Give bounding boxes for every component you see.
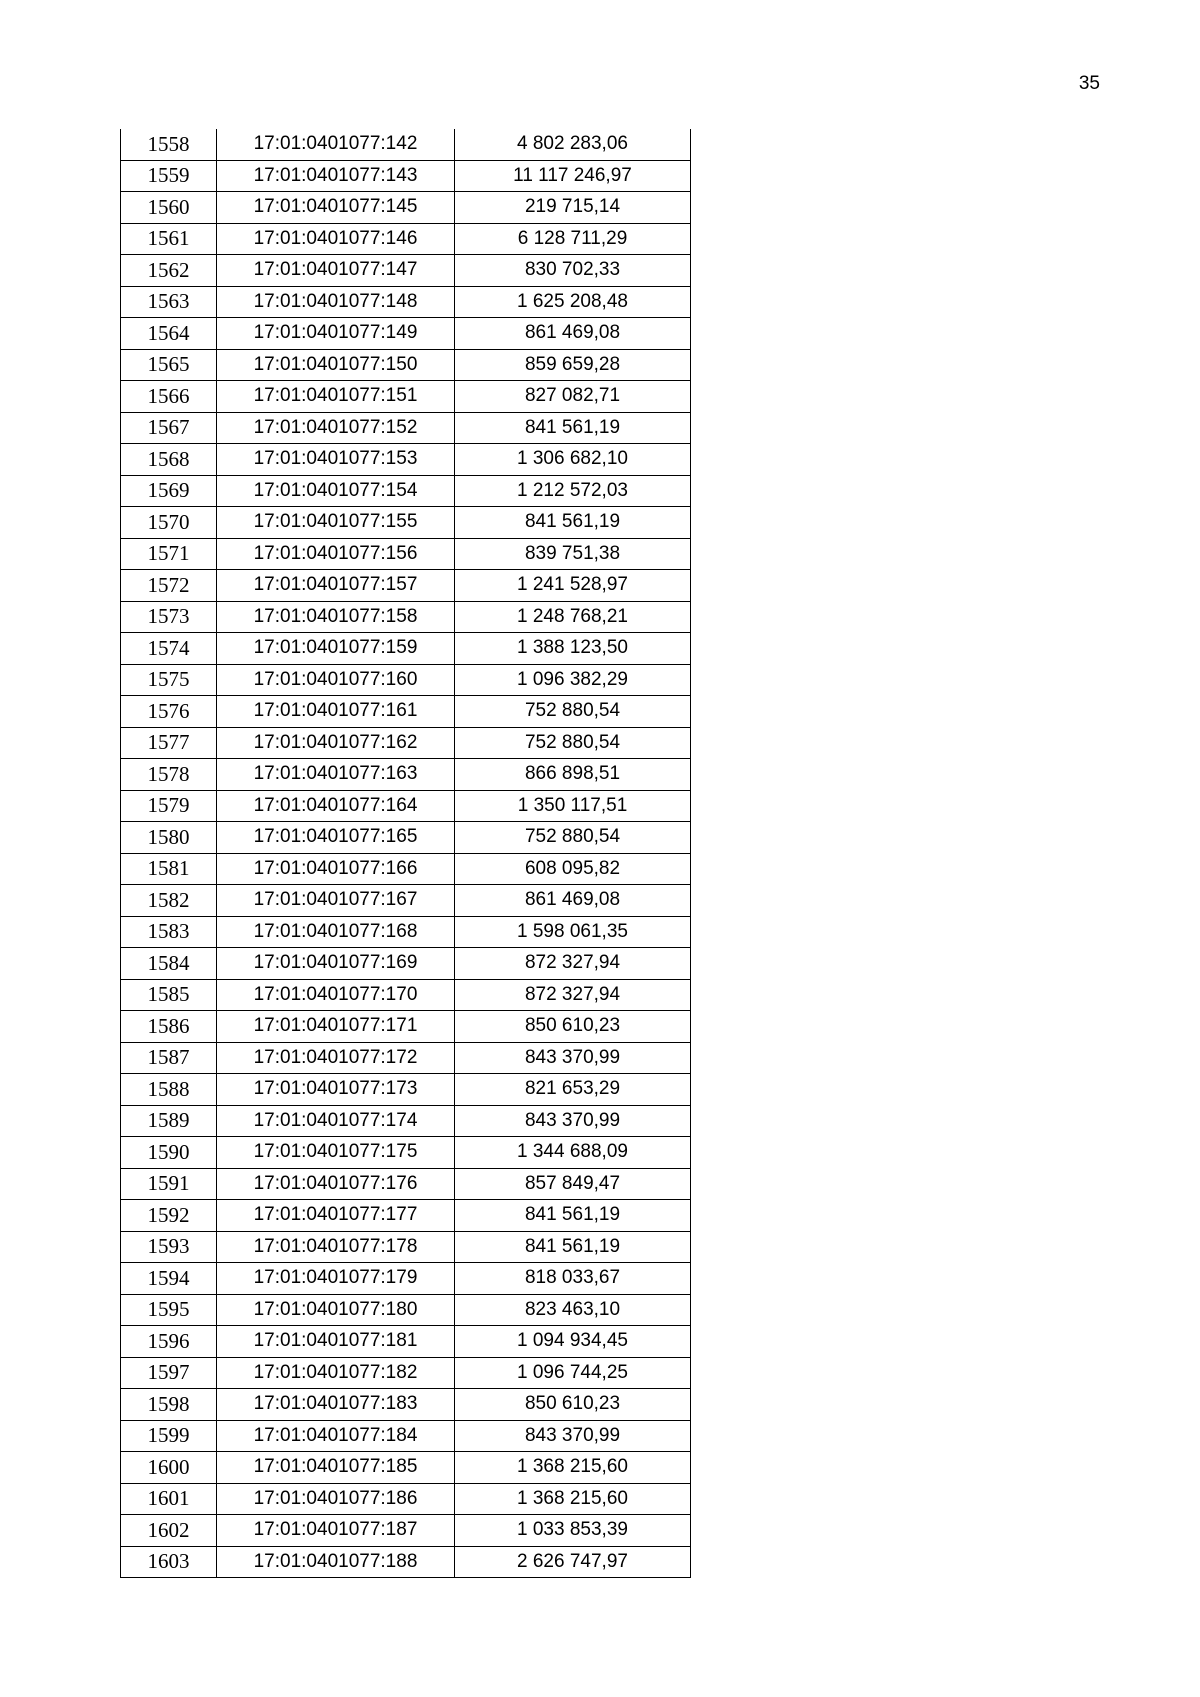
table-row [121,1294,691,1326]
table-row [121,1011,691,1043]
cadastral-number-cell: 17:01:0401077:145 [217,192,455,224]
row-number-cell: 1589 [121,1105,217,1137]
cadastral-value-cell: 1 033 853,39 [455,1515,691,1547]
cadastral-number-cell: 17:01:0401077:167 [217,885,455,917]
row-number-cell: 1566 [121,381,217,413]
row-number-cell: 1603 [121,1546,217,1578]
cadastral-value-cell: 841 561,19 [455,412,691,444]
cadastral-value-cell: 841 561,19 [455,1231,691,1263]
table-row [121,1515,691,1547]
cadastral-value-cell: 843 370,99 [455,1042,691,1074]
cadastral-number-cell: 17:01:0401077:180 [217,1294,455,1326]
cadastral-number-cell: 17:01:0401077:142 [217,129,455,160]
cadastral-value-cell: 827 082,71 [455,381,691,413]
row-number-cell: 1595 [121,1294,217,1326]
table-row [121,822,691,854]
table-row [121,1326,691,1358]
cadastral-number-cell: 17:01:0401077:177 [217,1200,455,1232]
cadastral-value-cell: 1 096 744,25 [455,1357,691,1389]
cadastral-value-cell: 857 849,47 [455,1168,691,1200]
cadastral-value-cell: 6 128 711,29 [455,223,691,255]
table-row [121,1263,691,1295]
table-row [121,790,691,822]
cadastral-number-cell: 17:01:0401077:185 [217,1452,455,1484]
cadastral-number-cell: 17:01:0401077:143 [217,160,455,192]
cadastral-number-cell: 17:01:0401077:188 [217,1546,455,1578]
cadastral-number-cell: 17:01:0401077:146 [217,223,455,255]
row-number-cell: 1582 [121,885,217,917]
table-row [121,286,691,318]
row-number-cell: 1584 [121,948,217,980]
cadastral-value-cell: 850 610,23 [455,1011,691,1043]
row-number-cell: 1587 [121,1042,217,1074]
cadastral-value-cell: 1 248 768,21 [455,601,691,633]
cadastral-value-cell: 830 702,33 [455,255,691,287]
row-number-cell: 1591 [121,1168,217,1200]
table-row [121,538,691,570]
cadastral-number-cell: 17:01:0401077:159 [217,633,455,665]
cadastral-value-cell: 823 463,10 [455,1294,691,1326]
cadastral-number-cell: 17:01:0401077:160 [217,664,455,696]
row-number-cell: 1559 [121,160,217,192]
row-number-cell: 1560 [121,192,217,224]
row-number-cell: 1567 [121,412,217,444]
row-number-cell: 1598 [121,1389,217,1421]
table-row [121,885,691,917]
cadastral-number-cell: 17:01:0401077:148 [217,286,455,318]
cadastral-number-cell: 17:01:0401077:171 [217,1011,455,1043]
row-number-cell: 1570 [121,507,217,539]
row-number-cell: 1563 [121,286,217,318]
table-row [121,1042,691,1074]
cadastral-number-cell: 17:01:0401077:164 [217,790,455,822]
row-number-cell: 1600 [121,1452,217,1484]
cadastral-value-cell: 608 095,82 [455,853,691,885]
row-number-cell: 1573 [121,601,217,633]
cadastral-number-cell: 17:01:0401077:174 [217,1105,455,1137]
row-number-cell: 1594 [121,1263,217,1295]
cadastral-value-cell: 1 241 528,97 [455,570,691,602]
table-row [121,475,691,507]
row-number-cell: 1599 [121,1420,217,1452]
row-number-cell: 1585 [121,979,217,1011]
table-row [121,1420,691,1452]
table-row [121,381,691,413]
row-number-cell: 1561 [121,223,217,255]
row-number-cell: 1583 [121,916,217,948]
table-row [121,664,691,696]
cadastral-number-cell: 17:01:0401077:176 [217,1168,455,1200]
table-row [121,759,691,791]
cadastral-value-cell: 843 370,99 [455,1420,691,1452]
row-number-cell: 1586 [121,1011,217,1043]
row-number-cell: 1577 [121,727,217,759]
cadastral-number-cell: 17:01:0401077:155 [217,507,455,539]
cadastral-value-cell: 859 659,28 [455,349,691,381]
table-row [121,160,691,192]
cadastral-number-cell: 17:01:0401077:161 [217,696,455,728]
table-row [121,853,691,885]
cadastral-value-cell: 1 350 117,51 [455,790,691,822]
cadastral-number-cell: 17:01:0401077:153 [217,444,455,476]
cadastral-value-cell: 866 898,51 [455,759,691,791]
cadastral-value-cell: 1 368 215,60 [455,1483,691,1515]
table-row [121,1452,691,1484]
table-row [121,916,691,948]
table-body [121,129,691,1578]
table-row [121,727,691,759]
cadastral-number-cell: 17:01:0401077:154 [217,475,455,507]
row-number-cell: 1590 [121,1137,217,1169]
cadastral-value-cell: 818 033,67 [455,1263,691,1295]
cadastral-value-cell: 219 715,14 [455,192,691,224]
table-row [121,1389,691,1421]
cadastral-value-cell: 821 653,29 [455,1074,691,1106]
cadastral-number-cell: 17:01:0401077:151 [217,381,455,413]
cadastral-value-cell: 752 880,54 [455,696,691,728]
cadastral-number-cell: 17:01:0401077:173 [217,1074,455,1106]
cadastral-number-cell: 17:01:0401077:179 [217,1263,455,1295]
row-number-cell: 1558 [121,129,217,160]
table-row [121,1168,691,1200]
row-number-cell: 1602 [121,1515,217,1547]
cadastral-number-cell: 17:01:0401077:147 [217,255,455,287]
row-number-cell: 1580 [121,822,217,854]
cadastral-number-cell: 17:01:0401077:186 [217,1483,455,1515]
cadastral-number-cell: 17:01:0401077:170 [217,979,455,1011]
table-row [121,1483,691,1515]
table-row [121,601,691,633]
row-number-cell: 1597 [121,1357,217,1389]
cadastral-number-cell: 17:01:0401077:169 [217,948,455,980]
page-number: 35 [1078,73,1100,94]
cadastral-value-cell: 839 751,38 [455,538,691,570]
row-number-cell: 1575 [121,664,217,696]
table-row [121,1200,691,1232]
cadastral-value-cell: 2 626 747,97 [455,1546,691,1578]
cadastral-number-cell: 17:01:0401077:168 [217,916,455,948]
cadastral-number-cell: 17:01:0401077:181 [217,1326,455,1358]
table-row [121,412,691,444]
cadastral-number-cell: 17:01:0401077:156 [217,538,455,570]
cadastral-number-cell: 17:01:0401077:182 [217,1357,455,1389]
row-number-cell: 1588 [121,1074,217,1106]
table-row [121,349,691,381]
cadastral-value-cell: 752 880,54 [455,727,691,759]
cadastral-value-cell: 1 598 061,35 [455,916,691,948]
cadastral-value-table [120,129,691,1578]
cadastral-value-cell: 1 344 688,09 [455,1137,691,1169]
row-number-cell: 1581 [121,853,217,885]
cadastral-value-cell: 872 327,94 [455,979,691,1011]
table-row [121,129,691,160]
cadastral-number-cell: 17:01:0401077:158 [217,601,455,633]
row-number-cell: 1592 [121,1200,217,1232]
row-number-cell: 1565 [121,349,217,381]
cadastral-value-cell: 1 096 382,29 [455,664,691,696]
cadastral-value-cell: 1 625 208,48 [455,286,691,318]
cadastral-number-cell: 17:01:0401077:175 [217,1137,455,1169]
row-number-cell: 1574 [121,633,217,665]
table-row [121,255,691,287]
cadastral-value-cell: 861 469,08 [455,318,691,350]
cadastral-value-cell: 843 370,99 [455,1105,691,1137]
cadastral-number-cell: 17:01:0401077:152 [217,412,455,444]
table-row [121,1074,691,1106]
cadastral-value-cell: 850 610,23 [455,1389,691,1421]
cadastral-number-cell: 17:01:0401077:178 [217,1231,455,1263]
cadastral-number-cell: 17:01:0401077:183 [217,1389,455,1421]
cadastral-value-cell: 841 561,19 [455,1200,691,1232]
cadastral-value-cell: 4 802 283,06 [455,129,691,160]
row-number-cell: 1571 [121,538,217,570]
cadastral-value-cell: 752 880,54 [455,822,691,854]
cadastral-number-cell: 17:01:0401077:150 [217,349,455,381]
cadastral-value-cell: 872 327,94 [455,948,691,980]
cadastral-value-cell: 841 561,19 [455,507,691,539]
table-row [121,979,691,1011]
table-row [121,1357,691,1389]
table-row [121,318,691,350]
table-row [121,1231,691,1263]
table-row [121,633,691,665]
cadastral-value-cell: 11 117 246,97 [455,160,691,192]
row-number-cell: 1569 [121,475,217,507]
row-number-cell: 1564 [121,318,217,350]
row-number-cell: 1596 [121,1326,217,1358]
cadastral-value-cell: 1 094 934,45 [455,1326,691,1358]
row-number-cell: 1562 [121,255,217,287]
cadastral-value-cell: 1 306 682,10 [455,444,691,476]
table-row [121,948,691,980]
cadastral-number-cell: 17:01:0401077:165 [217,822,455,854]
table-row [121,1546,691,1578]
row-number-cell: 1576 [121,696,217,728]
table-row [121,223,691,255]
cadastral-number-cell: 17:01:0401077:149 [217,318,455,350]
row-number-cell: 1601 [121,1483,217,1515]
row-number-cell: 1593 [121,1231,217,1263]
cadastral-number-cell: 17:01:0401077:157 [217,570,455,602]
cadastral-value-cell: 1 368 215,60 [455,1452,691,1484]
table-row [121,444,691,476]
table-row [121,696,691,728]
cadastral-number-cell: 17:01:0401077:163 [217,759,455,791]
cadastral-value-cell: 861 469,08 [455,885,691,917]
row-number-cell: 1568 [121,444,217,476]
cadastral-number-cell: 17:01:0401077:184 [217,1420,455,1452]
table-row [121,570,691,602]
table-row [121,192,691,224]
cadastral-value-cell: 1 212 572,03 [455,475,691,507]
cadastral-number-cell: 17:01:0401077:172 [217,1042,455,1074]
table-row [121,1137,691,1169]
cadastral-value-cell: 1 388 123,50 [455,633,691,665]
row-number-cell: 1578 [121,759,217,791]
row-number-cell: 1572 [121,570,217,602]
cadastral-number-cell: 17:01:0401077:162 [217,727,455,759]
table-row [121,507,691,539]
row-number-cell: 1579 [121,790,217,822]
cadastral-number-cell: 17:01:0401077:187 [217,1515,455,1547]
table-row [121,1105,691,1137]
cadastral-number-cell: 17:01:0401077:166 [217,853,455,885]
